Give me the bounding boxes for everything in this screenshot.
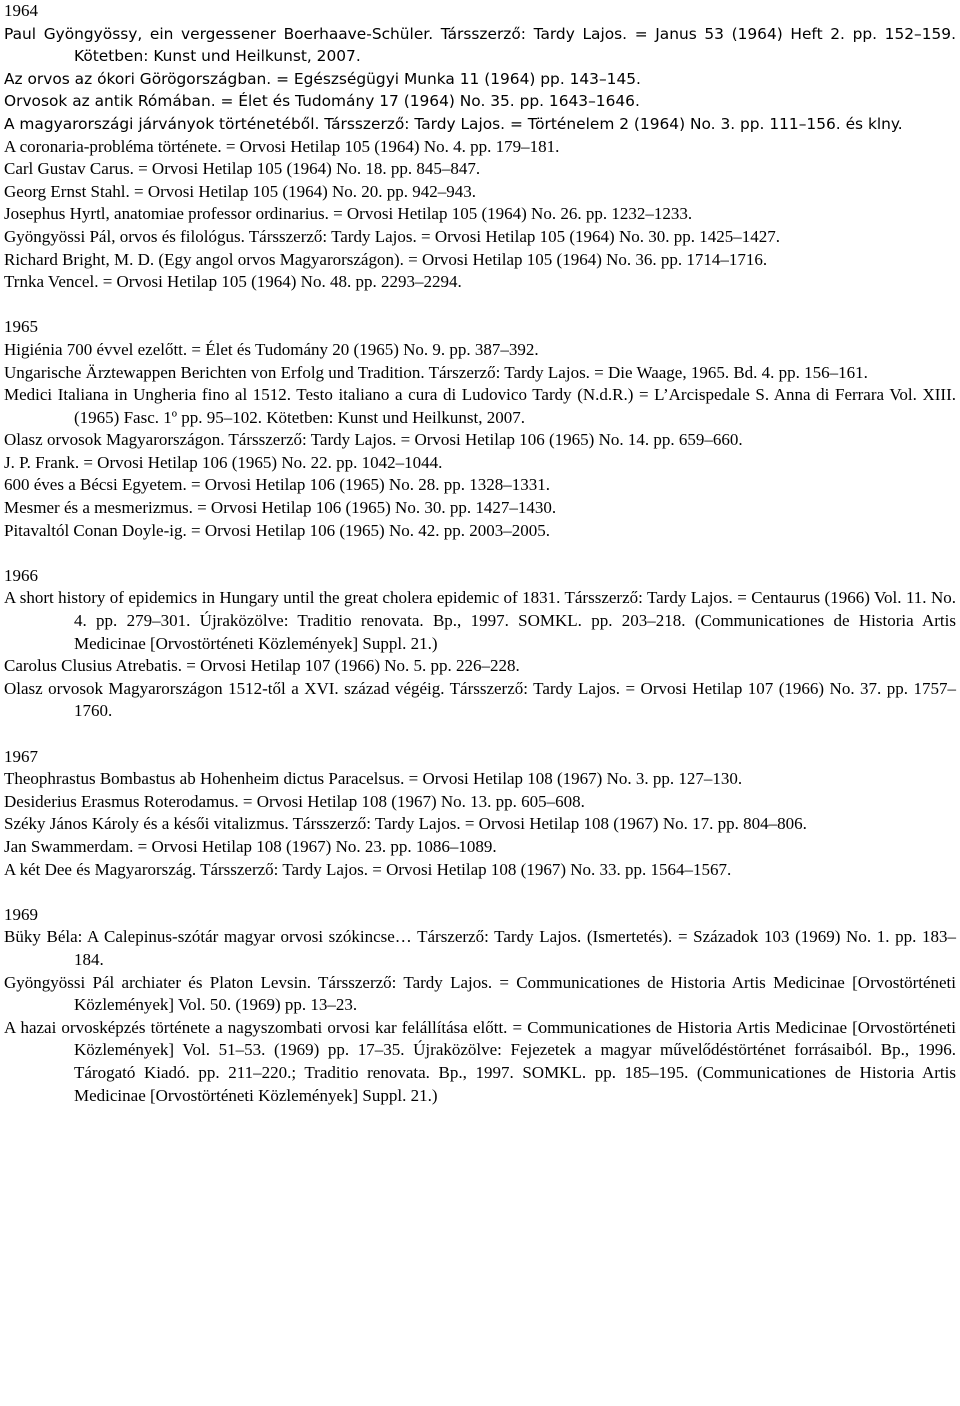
year-section-1965 xyxy=(4,316,956,542)
year-heading: 1969 xyxy=(4,904,38,924)
bibliography-entry: J. P. Frank. = Orvosi Hetilap 106 (1965) No. 22. pp. 1042–1044. xyxy=(4,452,443,472)
bibliography-entry: Olasz orvosok Magyarországon 1512-től a XVI. század végéig. Társszerző: Tardy Lajos. = Orvosi Hetilap 107 (1966) No. 37. pp. 1757–1760. xyxy=(4,678,956,721)
bibliography-entry: Theophrastus Bombastus ab Hohenheim dictus Paracelsus. = Orvosi Hetilap 108 (1967) No. 3. pp. 127–130. xyxy=(4,769,743,789)
bibliography-entry: Gyöngyössi Pál archiater és Platon Levsin. Társszerző: Tardy Lajos. = Communicationes de Historia Artis Medicinae [Orvostörténeti Közlemények] Vol. 50. (1969) pp. 13–23. xyxy=(4,972,956,1015)
year-heading: 1964 xyxy=(4,1,38,20)
year-section-1967 xyxy=(4,746,956,882)
bibliography-entry: Jan Swammerdam. = Orvosi Hetilap 108 (1967) No. 23. pp. 1086–1089. xyxy=(4,836,497,856)
bibliography-entry: 600 éves a Bécsi Egyetem. = Orvosi Hetilap 106 (1965) No. 28. pp. 1328–1331. xyxy=(4,475,550,495)
bibliography-entry: Orvosok az antik Rómában. = Élet és Tudomány 17 (1964) No. 35. pp. 1643–1646. xyxy=(4,92,640,111)
bibliography-entry: A hazai orvosképzés története a nagyszombati orvosi kar felállítása előtt. = Communicationes de Historia Artis Medicinae [Orvostörténeti Közlemények] Vol. 51–53. (1969) pp. 17–35. Újraközölve: Fejezetek a magyar művelődéstörténet forrásaiból. Bp., 1996. Tárogató Kiadó. pp. 211–220.; Traditio renovata. Bp., 1997. SOMKL. pp. 185–195. (Communicationes de Historia Artis Medicinae [Orvostörténeti Közlemények] Suppl. 21.) xyxy=(4,1017,956,1105)
bibliography-entry: Carolus Clusius Atrebatis. = Orvosi Hetilap 107 (1966) No. 5. pp. 226–228. xyxy=(4,656,520,676)
year-section-1966 xyxy=(4,565,956,723)
bibliography-entry: Paul Gyöngyössy, ein vergessener Boerhaave-Schüler. Társszerző: Tardy Lajos. = Janus 53 (1964) Heft 2. pp. 152–159. Kötetben: Kunst und Heilkunst, 2007. xyxy=(4,24,956,66)
bibliography-entry: A két Dee és Magyarország. Társszerző: Tardy Lajos. = Orvosi Hetilap 108 (1967) No. 33. pp. 1564–1567. xyxy=(4,859,732,879)
bibliography-entry: Gyöngyössi Pál, orvos és filológus. Társszerző: Tardy Lajos. = Orvosi Hetilap 105 (1964) No. 30. pp. 1425–1427. xyxy=(4,226,780,246)
bibliography-entry: Mesmer és a mesmerizmus. = Orvosi Hetilap 106 (1965) No. 30. pp. 1427–1430. xyxy=(4,498,557,518)
bibliography-entry: Desiderius Erasmus Roterodamus. = Orvosi Hetilap 108 (1967) No. 13. pp. 605–608. xyxy=(4,791,585,811)
year-section-1969 xyxy=(4,904,956,1107)
year-section-1964 xyxy=(4,0,956,294)
bibliography-entry: Carl Gustav Carus. = Orvosi Hetilap 105 (1964) No. 18. pp. 845–847. xyxy=(4,159,481,179)
bibliography-entry: A short history of epidemics in Hungary until the great cholera epidemic of 1831. Társszerző: Tardy Lajos. = Centaurus (1966) Vol. 11. No. 4. pp. 279–301. Újraközölve: Traditio renovata. Bp., 1997. SOMKL. pp. 203–218. (Communicationes de Historia Artis Medicinae [Orvostörténeti Közlemények] Suppl. 21.) xyxy=(4,588,956,653)
bibliography-entry: A magyarországi járványok történetéből. Társszerző: Tardy Lajos. = Történelem 2 (1964) No. 3. pp. 111–156. és klny. xyxy=(4,114,903,133)
bibliography-entry: A coronaria-probléma története. = Orvosi Hetilap 105 (1964) No. 4. pp. 179–181. xyxy=(4,136,560,156)
bibliography-entry: Az orvos az ókori Görögországban. = Egészségügyi Munka 11 (1964) pp. 143–145. xyxy=(4,69,641,88)
bibliography-entry: Medici Italiana in Ungheria fino al 1512. Testo italiano a cura di Ludovico Tardy (N.d.R.) = L’Arcispedale S. Anna di Ferrara Vol. XIII. (1965) Fasc. 1º pp. 95–102. Kötetben: Kunst und Heilkunst, 2007. xyxy=(4,385,956,427)
bibliography-entry: Higiénia 700 évvel ezelőtt. = Élet és Tudomány 20 (1965) No. 9. pp. 387–392. xyxy=(4,339,539,359)
bibliography-entry: Georg Ernst Stahl. = Orvosi Hetilap 105 (1964) No. 20. pp. 942–943. xyxy=(4,181,477,201)
bibliography-entry: Széky János Károly és a késői vitalizmus. Társszerző: Tardy Lajos. = Orvosi Hetilap 108 (1967) No. 17. pp. 804–806. xyxy=(4,814,807,834)
year-heading: 1966 xyxy=(4,565,38,585)
bibliography-entry: Büky Béla: A Calepinus-szótár magyar orvosi szókincse… Társzerző: Tardy Lajos. (Ismertetés). = Századok 103 (1969) No. 1. pp. 183–184. xyxy=(4,927,956,969)
year-heading: 1965 xyxy=(4,317,38,337)
bibliography-entry: Pitavaltól Conan Doyle-ig. = Orvosi Hetilap 106 (1965) No. 42. pp. 2003–2005. xyxy=(4,520,550,540)
bibliography-entry: Trnka Vencel. = Orvosi Hetilap 105 (1964) No. 48. pp. 2293–2294. xyxy=(4,272,462,292)
bibliography-entry: Ungarische Ärztewappen Berichten von Erfolg und Tradition. Társzerző: Tardy Lajos. = Die Waage, 1965. Bd. 4. pp. 156–161. xyxy=(4,362,868,382)
bibliography-entry: Josephus Hyrtl, anatomiae professor ordinarius. = Orvosi Hetilap 105 (1964) No. 26. pp. 1232–1233. xyxy=(4,204,693,224)
bibliography-entry: Richard Bright, M. D. (Egy angol orvos Magyarországon). = Orvosi Hetilap 105 (1964) No. 36. pp. 1714–1716. xyxy=(4,249,768,269)
bibliography-page xyxy=(4,0,956,1107)
year-heading: 1967 xyxy=(4,746,38,766)
bibliography-entry: Olasz orvosok Magyarországon. Társszerző: Tardy Lajos. = Orvosi Hetilap 106 (1965) No. 14. pp. 659–660. xyxy=(4,430,743,450)
